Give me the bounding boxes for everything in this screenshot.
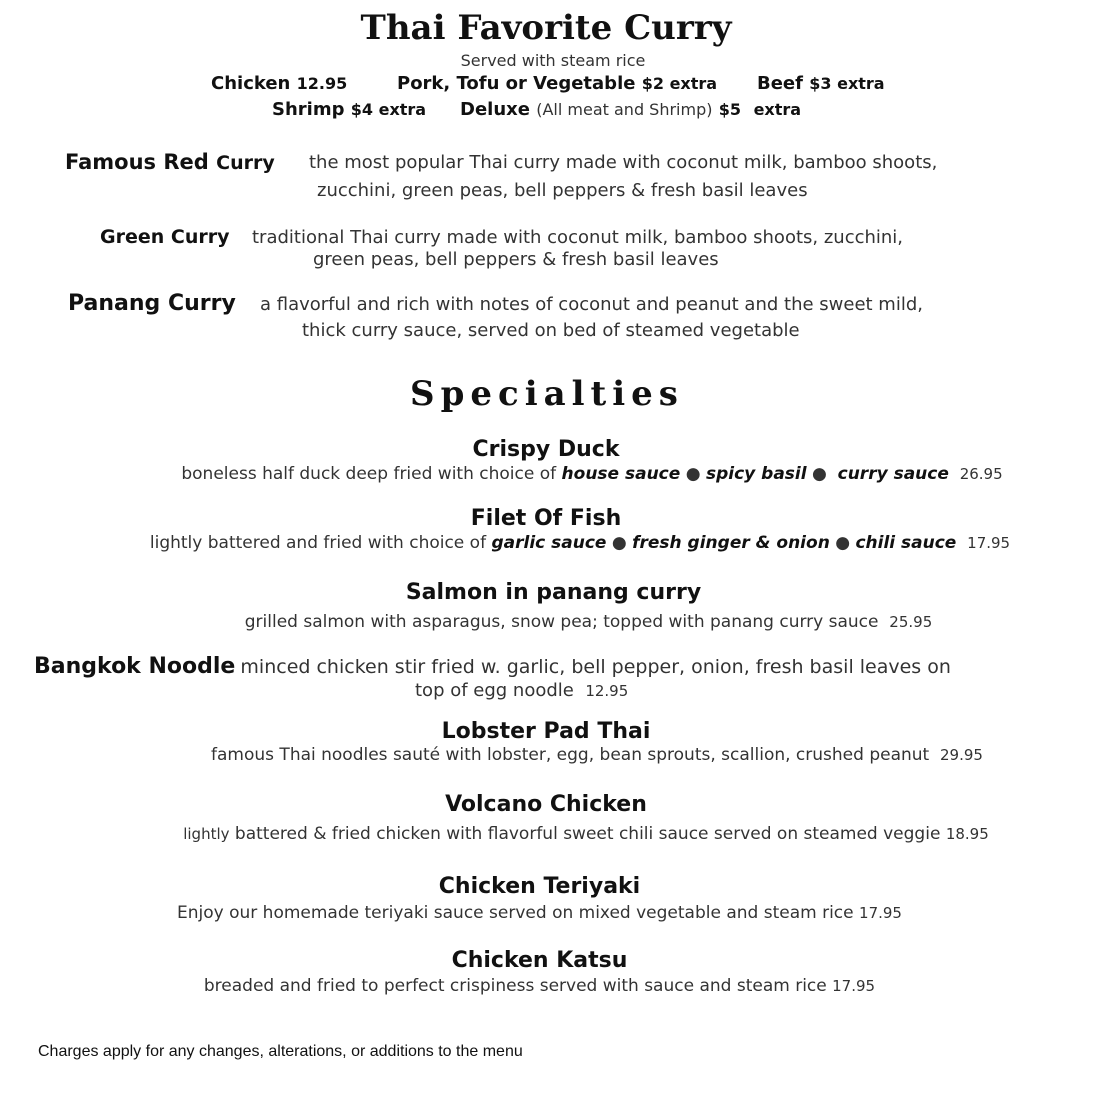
dish-desc-volcano-chicken: lightly battered & fried chicken with flavorful sweet chili sauce served on steamed veggie 18.95 <box>183 824 989 844</box>
price-beef: Beef $3 extra <box>757 73 885 94</box>
dish-bangkok-noodle-line2: top of egg noodle 12.95 <box>415 680 629 701</box>
dish-desc-chicken-katsu: breaded and fried to perfect crispiness served with sauce and steam rice 17.95 <box>203 976 876 996</box>
dish-name-filet-of-fish: Filet Of Fish <box>470 506 622 531</box>
curry-name-red: Famous Red Curry <box>65 150 275 174</box>
curry-desc-panang-line2: thick curry sauce, served on bed of steamed vegetable <box>302 320 800 341</box>
price-pork-tofu-vegetable: Pork, Tofu or Vegetable $2 extra <box>397 73 718 94</box>
price-deluxe: Deluxe (All meat and Shrimp) $5 extra <box>460 99 802 120</box>
curry-title: Thai Favorite Curry <box>360 8 732 48</box>
price-shrimp: Shrimp $4 extra <box>272 99 427 120</box>
dish-name-chicken-teriyaki: Chicken Teriyaki <box>438 874 641 899</box>
dish-desc-salmon-panang: grilled salmon with asparagus, snow pea; topped with panang curry sauce 25.95 <box>244 612 933 632</box>
curry-desc-green-line1: traditional Thai curry made with coconut milk, bamboo shoots, zucchini, <box>252 227 904 248</box>
curry-desc-red-line2: zucchini, green peas, bell peppers & fresh basil leaves <box>317 180 808 201</box>
curry-desc-red-line1: the most popular Thai curry made with coconut milk, bamboo shoots, <box>309 152 938 173</box>
price-chicken: Chicken 12.95 <box>211 73 348 94</box>
dish-name-lobster-pad-thai: Lobster Pad Thai <box>441 719 651 744</box>
dish-desc-filet-of-fish: lightly battered and fried with choice of garlic sauce ● fresh ginger & onion ● chili sauce 17.95 <box>149 533 1011 553</box>
dish-name-chicken-katsu: Chicken Katsu <box>451 948 628 973</box>
curry-name-panang: Panang Curry <box>68 291 236 316</box>
footer-note: Charges apply for any changes, alterations, or additions to the menu <box>38 1043 523 1060</box>
specialties-title: Specialties <box>410 374 684 414</box>
dish-name-salmon-panang: Salmon in panang curry <box>405 580 702 605</box>
dish-desc-chicken-teriyaki: Enjoy our homemade teriyaki sauce served on mixed vegetable and steam rice 17.95 <box>177 903 902 923</box>
curry-desc-panang-line1: a flavorful and rich with notes of coconut and peanut and the sweet mild, <box>260 294 923 315</box>
curry-name-green: Green Curry <box>100 226 230 248</box>
dish-desc-lobster-pad-thai: famous Thai noodles sauté with lobster, egg, bean sprouts, scallion, crushed peanut 29.95 <box>211 745 983 765</box>
dish-name-bangkok-noodle: Bangkok Noodle <box>34 654 236 679</box>
curry-subtitle: Served with steam rice <box>460 51 646 70</box>
dish-name-volcano-chicken: Volcano Chicken <box>445 792 647 817</box>
dish-bangkok-noodle-line1: Bangkok Noodle minced chicken stir fried w. garlic, bell pepper, onion, fresh basil leaves on <box>34 654 951 679</box>
curry-desc-green-line2: green peas, bell peppers & fresh basil leaves <box>313 249 719 270</box>
dish-name-crispy-duck: Crispy Duck <box>472 437 620 462</box>
dish-desc-crispy-duck: boneless half duck deep fried with choice of house sauce ● spicy basil ● curry sauce 26.95 <box>181 464 1003 484</box>
